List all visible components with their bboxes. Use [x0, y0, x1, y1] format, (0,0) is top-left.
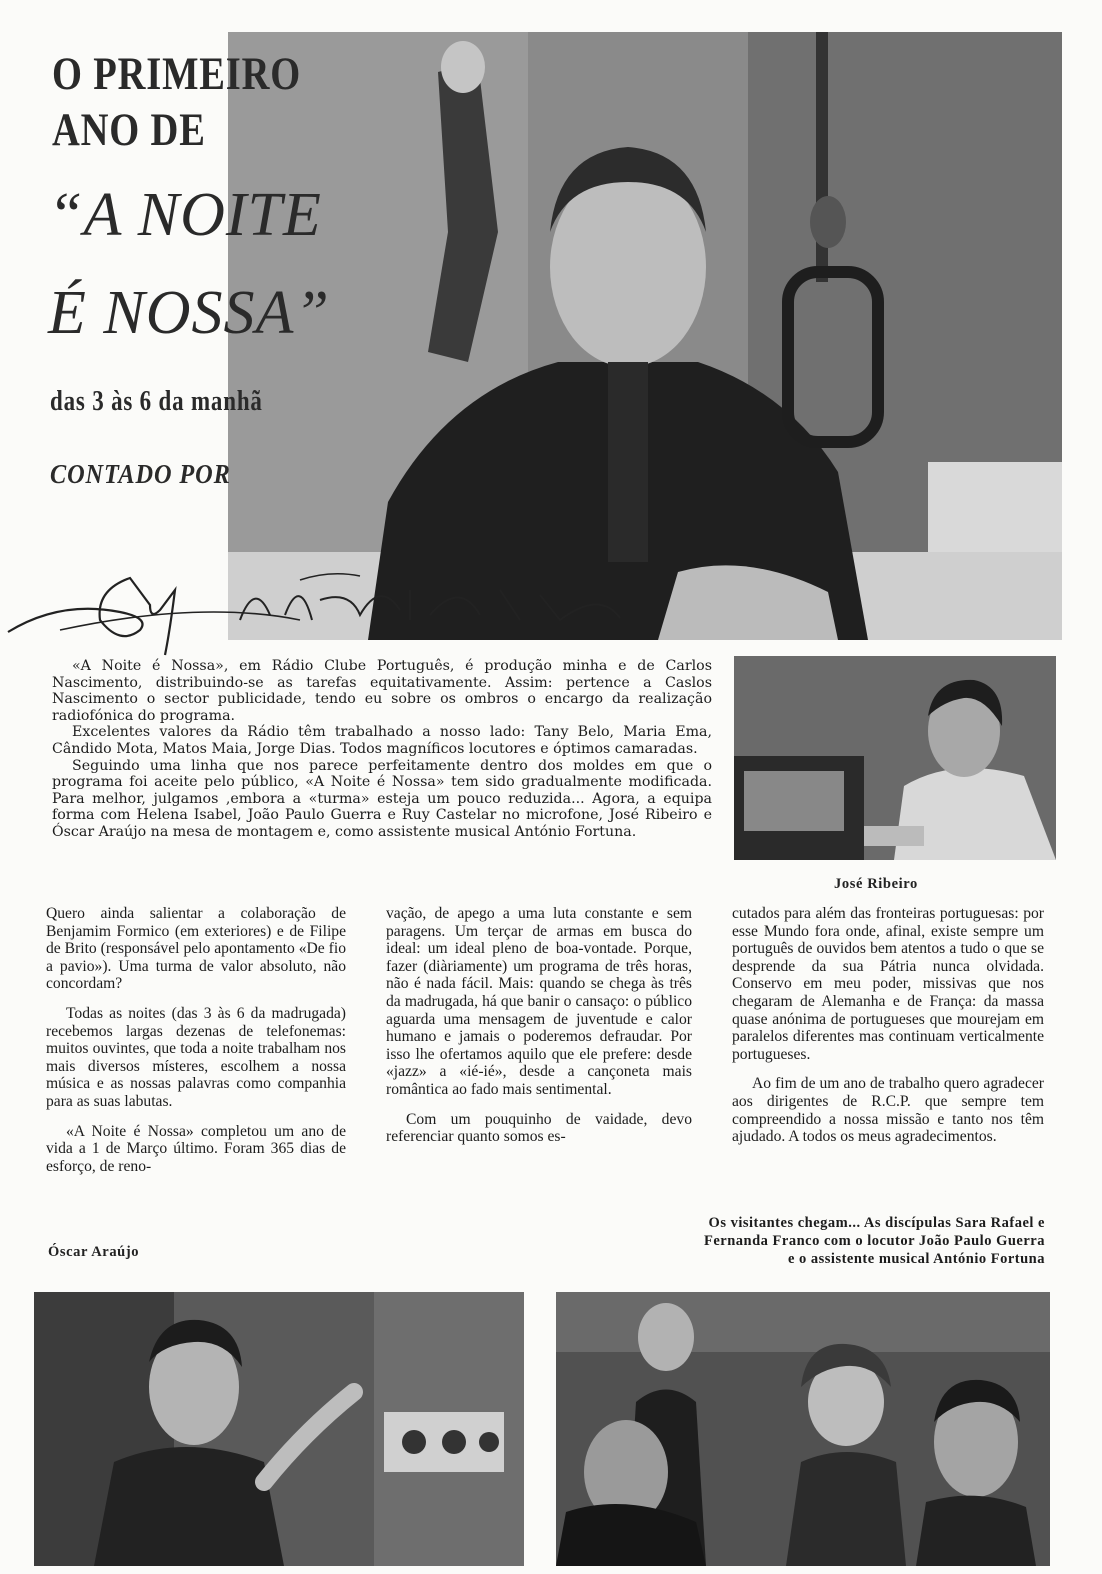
caption-oscar-araujo: Óscar Araújo: [48, 1244, 140, 1260]
photo-visitors: [556, 1292, 1050, 1566]
lead-text: [52, 658, 712, 841]
handwritten-signature: [0, 560, 640, 660]
column-paragraph: «A Noite é Nossa» completou um ano de vida a 1 de Março último. Foram 365 dias de esforço, de reno-: [46, 1122, 346, 1175]
column-paragraph: cutados para além das fronteiras portuguesas: por esse Mundo fora onde, afinal, existe sempre um português de ouvidos bem atentos a tudo o que se desprende da sua Pátria nunca olvidada. Conservo em meu poder, missivas que nos chegaram de Alemanha e de França: da massa quase anónima de portugueses que mourejam em paralelos diferentes mas continuam verticalmente portugueses.: [732, 905, 1044, 1063]
caption-visitors-line: Os visitantes chegam... As discípulas Sara Rafael e: [708, 1215, 1045, 1231]
column-1: [46, 905, 346, 1187]
lead-paragraph: Excelentes valores da Rádio têm trabalhado a nosso lado: Tany Belo, Maria Ema, Cândido Mota, Matos Maia, Jorge Dias. Todos magníficos locutores e óptimos camaradas.: [52, 724, 712, 757]
lead-paragraph: «A Noite é Nossa», em Rádio Clube Português, é produção minha e de Carlos Nascimento, distribuindo-se as tarefas equitativamente. Assim: pertence a Caslos Nascimento o sector publicidade, tendo eu sobre os ombros o encargo da realização radiofónica do programa.: [52, 658, 712, 724]
headline-line-2: ANO DE: [52, 104, 206, 156]
column-paragraph: Com um pouquinho de vaidade, devo referenciar quanto somos es-: [386, 1110, 692, 1146]
main-photo-announcer: [228, 32, 1062, 640]
caption-visitors-line: Fernanda Franco com o locutor João Paulo Guerra: [704, 1233, 1045, 1249]
column-3: [732, 905, 1044, 1158]
photo-oscar-araujo: [34, 1292, 524, 1566]
column-paragraph: Quero ainda salientar a colaboração de Benjamim Formico (em exteriores) e de Filipe de Brito (responsável pelo apontamento «De fio a pavio»). Uma turma de valor absoluto, não concordam?: [46, 905, 346, 993]
lead-paragraph: Seguindo uma linha que nos parece perfeitamente dentro dos moldes em que o programa foi aceite pelo público, «A Noite é Nossa» tem sido gradualmente modificada. Para melhor, julgamos ,embora a «turma» esteja um pouco reduzida... Agora, a equipa forma com Helena Isabel, João Paulo Guerra e Ruy Castelar no microfone, José Ribeiro e Óscar Araújo na mesa de montagem e, como assistente musical António Fortuna.: [52, 757, 712, 840]
headline-line-4: É NOSSA”: [48, 279, 330, 347]
headline-line-1: O PRIMEIRO: [52, 48, 302, 100]
photo-jose-ribeiro: [734, 656, 1056, 860]
byline: CONTADO POR: [50, 459, 231, 489]
headline-line-3: “A NOITE: [48, 181, 322, 249]
column-paragraph: Ao fim de um ano de trabalho quero agradecer aos dirigentes de R.C.P. que sempre tem compreendido a nossa missão e tanto nos têm ajudado. A todos os meus agradecimentos.: [732, 1075, 1044, 1146]
column-paragraph: Todas as noites (das 3 às 6 da madrugada) recebemos largas dezenas de telefonemas: muitos ouvintes, que toda a noite trabalham nos mais diversos místeres, escolhem a nossa música e as nossas palavras como companhia para as suas labutas.: [46, 1004, 346, 1110]
column-paragraph: vação, de apego a uma luta constante e sem paragens. Um terçar de armas em busca do ideal: um ideal pleno de boa-vontade. Porque, fazer (diàriamente) um programa de três horas, não é nada fácil. Mais: quando se chega às três da madrugada, há que banir o cansaço: o público aguarda uma mensagem de juventude e calor humano e jamais o poderemos defraudar. Por isso lhe ofertamos aquilo que ele prefere: desde «jazz» a «ié-ié», desde a cançoneta mais romântica ao fado mais sentimental.: [386, 905, 692, 1098]
caption-visitors-line: e o assistente musical António Fortuna: [787, 1251, 1045, 1267]
column-2: [386, 905, 692, 1158]
caption-jose-ribeiro: José Ribeiro: [834, 876, 918, 892]
headline-subtitle: das 3 às 6 da manhã: [50, 386, 263, 417]
caption-visitors: [565, 1214, 1045, 1268]
